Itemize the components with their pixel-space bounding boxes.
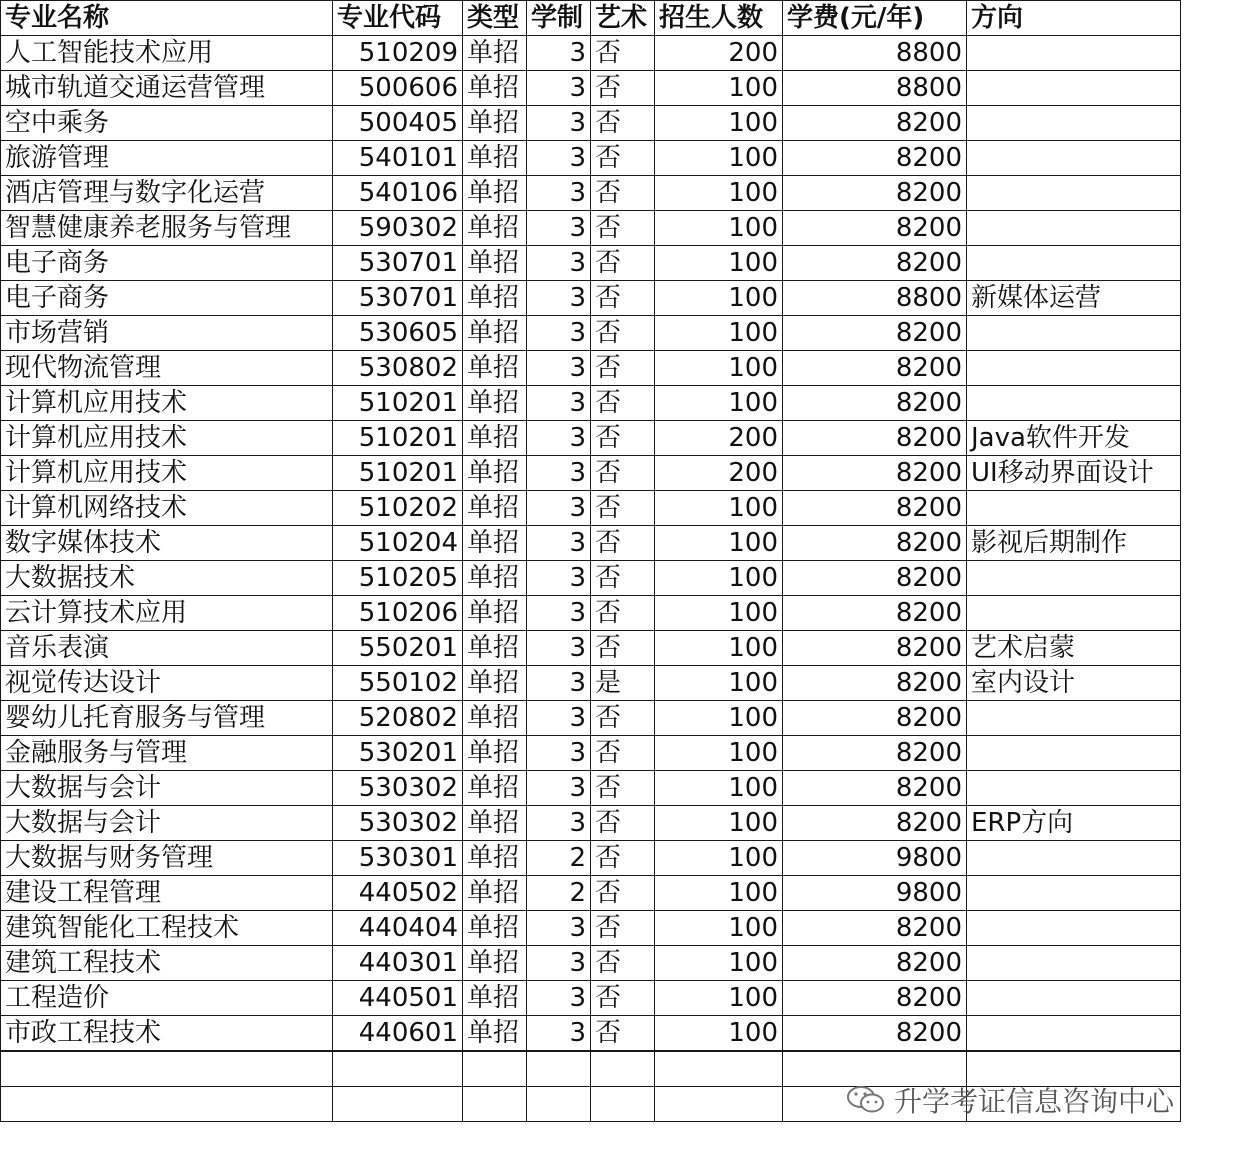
cell-major-code[interactable]: 510201 <box>333 386 463 421</box>
header-art[interactable]: 艺术 <box>591 1 655 36</box>
cell-major-code[interactable]: 540101 <box>333 141 463 176</box>
cell-enrollment[interactable]: 100 <box>655 841 783 876</box>
cell-direction[interactable]: UI移动界面设计 <box>967 456 1181 491</box>
cell-duration[interactable]: 3 <box>527 211 591 246</box>
cell-major-code[interactable]: 530201 <box>333 736 463 771</box>
cell-major-code[interactable]: 500606 <box>333 71 463 106</box>
cell-major-code[interactable]: 440404 <box>333 911 463 946</box>
cell-major-code[interactable]: 530301 <box>333 841 463 876</box>
cell-major-code[interactable]: 510201 <box>333 421 463 456</box>
cell-tuition[interactable]: 9800 <box>783 876 967 911</box>
cell-art[interactable]: 否 <box>591 141 655 176</box>
table-row <box>1 631 1181 666</box>
table-row <box>1 491 1181 526</box>
cell-major-name[interactable]: 电子商务 <box>1 246 333 281</box>
cell-major-name[interactable]: 计算机应用技术 <box>1 456 333 491</box>
cell-duration[interactable]: 3 <box>527 176 591 211</box>
table-row <box>1 456 1181 491</box>
cell-direction[interactable] <box>967 316 1181 351</box>
cell-direction[interactable] <box>967 141 1181 176</box>
cell-duration[interactable]: 3 <box>527 456 591 491</box>
cell-major-name[interactable]: 市政工程技术 <box>1 1016 333 1052</box>
cell-art[interactable]: 否 <box>591 421 655 456</box>
cell-direction[interactable]: Java软件开发 <box>967 421 1181 456</box>
cell-tuition[interactable]: 8200 <box>783 771 967 806</box>
cell-major-name[interactable]: 建设工程管理 <box>1 876 333 911</box>
cell-type[interactable]: 单招 <box>463 561 527 596</box>
cell-direction[interactable] <box>967 736 1181 771</box>
cell-type[interactable]: 单招 <box>463 386 527 421</box>
cell-tuition[interactable]: 8200 <box>783 316 967 351</box>
cell-duration[interactable]: 3 <box>527 526 591 561</box>
table-row <box>1 421 1181 456</box>
header-type[interactable]: 类型 <box>463 1 527 36</box>
cell-duration[interactable]: 3 <box>527 736 591 771</box>
cell-enrollment[interactable]: 200 <box>655 456 783 491</box>
cell-major-name[interactable]: 大数据与财务管理 <box>1 841 333 876</box>
cell-art[interactable]: 否 <box>591 1016 655 1052</box>
table-row <box>1 946 1181 981</box>
cell-major-name[interactable]: 智慧健康养老服务与管理 <box>1 211 333 246</box>
cell-duration[interactable]: 3 <box>527 946 591 981</box>
cell-major-name[interactable]: 音乐表演 <box>1 631 333 666</box>
cell-direction[interactable] <box>967 71 1181 106</box>
cell-duration[interactable]: 3 <box>527 981 591 1016</box>
cell-type[interactable]: 单招 <box>463 456 527 491</box>
cell-enrollment[interactable]: 100 <box>655 981 783 1016</box>
cell-direction[interactable] <box>967 211 1181 246</box>
cell-enrollment[interactable]: 100 <box>655 211 783 246</box>
cell-art[interactable]: 否 <box>591 491 655 526</box>
cell-major-name[interactable]: 大数据与会计 <box>1 806 333 841</box>
cell-art[interactable]: 否 <box>591 316 655 351</box>
header-major-name[interactable]: 专业名称 <box>1 1 333 36</box>
cell-enrollment[interactable]: 100 <box>655 141 783 176</box>
table-row <box>1 1016 1181 1052</box>
cell-duration[interactable]: 3 <box>527 666 591 701</box>
cell-type[interactable]: 单招 <box>463 71 527 106</box>
cell-duration[interactable]: 3 <box>527 316 591 351</box>
cell-direction[interactable] <box>967 491 1181 526</box>
cell-enrollment[interactable]: 100 <box>655 876 783 911</box>
header-duration[interactable]: 学制 <box>527 1 591 36</box>
cell-major-code[interactable]: 510202 <box>333 491 463 526</box>
cell-direction[interactable] <box>967 911 1181 946</box>
cell-direction[interactable] <box>967 701 1181 736</box>
cell-type[interactable]: 单招 <box>463 736 527 771</box>
cell-direction[interactable] <box>967 876 1181 911</box>
table-row <box>1 141 1181 176</box>
cell-art[interactable]: 否 <box>591 806 655 841</box>
cell-major-name[interactable]: 酒店管理与数字化运营 <box>1 176 333 211</box>
table-row <box>1 701 1181 736</box>
cell-major-name[interactable]: 现代物流管理 <box>1 351 333 386</box>
cell-major-code[interactable]: 510205 <box>333 561 463 596</box>
cell-tuition[interactable]: 8200 <box>783 701 967 736</box>
cell-type[interactable]: 单招 <box>463 946 527 981</box>
cell-direction[interactable] <box>967 981 1181 1016</box>
cell-major-name[interactable]: 大数据与会计 <box>1 771 333 806</box>
cell-type[interactable]: 单招 <box>463 421 527 456</box>
cell-major-name[interactable]: 旅游管理 <box>1 141 333 176</box>
cell-art[interactable]: 否 <box>591 176 655 211</box>
cell-tuition[interactable]: 8200 <box>783 386 967 421</box>
table-row <box>1 981 1181 1016</box>
cell-major-name[interactable]: 数字媒体技术 <box>1 526 333 561</box>
table-row <box>1 526 1181 561</box>
cell-type[interactable]: 单招 <box>463 141 527 176</box>
header-enrollment[interactable]: 招生人数 <box>655 1 783 36</box>
empty-cell[interactable] <box>463 1087 527 1122</box>
cell-major-code[interactable]: 510204 <box>333 526 463 561</box>
cell-duration[interactable]: 3 <box>527 246 591 281</box>
table-row <box>1 561 1181 596</box>
cell-major-code[interactable]: 440601 <box>333 1016 463 1052</box>
empty-cell[interactable] <box>527 1087 591 1122</box>
cell-type[interactable]: 单招 <box>463 631 527 666</box>
cell-major-code[interactable]: 510209 <box>333 36 463 71</box>
cell-enrollment[interactable]: 100 <box>655 351 783 386</box>
cell-major-code[interactable]: 440501 <box>333 981 463 1016</box>
cell-duration[interactable]: 3 <box>527 701 591 736</box>
cell-type[interactable]: 单招 <box>463 596 527 631</box>
cell-art[interactable]: 否 <box>591 386 655 421</box>
cell-art[interactable]: 否 <box>591 106 655 141</box>
cell-art[interactable]: 否 <box>591 281 655 316</box>
cell-duration[interactable]: 3 <box>527 386 591 421</box>
cell-enrollment[interactable]: 100 <box>655 71 783 106</box>
cell-type[interactable]: 单招 <box>463 1016 527 1052</box>
empty-cell[interactable] <box>333 1087 463 1122</box>
cell-major-code[interactable]: 540106 <box>333 176 463 211</box>
empty-cell[interactable] <box>655 1051 783 1087</box>
cell-major-name[interactable]: 视觉传达设计 <box>1 666 333 701</box>
cell-major-code[interactable]: 530701 <box>333 281 463 316</box>
cell-duration[interactable]: 3 <box>527 771 591 806</box>
table-row <box>1 911 1181 946</box>
cell-major-name[interactable]: 工程造价 <box>1 981 333 1016</box>
table-row <box>1 281 1181 316</box>
cell-tuition[interactable]: 8200 <box>783 981 967 1016</box>
cell-tuition[interactable]: 8200 <box>783 421 967 456</box>
cell-art[interactable]: 否 <box>591 736 655 771</box>
cell-duration[interactable]: 3 <box>527 421 591 456</box>
cell-enrollment[interactable]: 100 <box>655 561 783 596</box>
cell-duration[interactable]: 2 <box>527 876 591 911</box>
cell-enrollment[interactable]: 100 <box>655 526 783 561</box>
cell-major-name[interactable]: 人工智能技术应用 <box>1 36 333 71</box>
cell-enrollment[interactable]: 100 <box>655 946 783 981</box>
cell-enrollment[interactable]: 100 <box>655 736 783 771</box>
cell-enrollment[interactable]: 100 <box>655 911 783 946</box>
cell-major-name[interactable]: 云计算技术应用 <box>1 596 333 631</box>
cell-direction[interactable]: ERP方向 <box>967 806 1181 841</box>
cell-tuition[interactable]: 8200 <box>783 176 967 211</box>
cell-enrollment[interactable]: 100 <box>655 806 783 841</box>
cell-direction[interactable] <box>967 596 1181 631</box>
cell-enrollment[interactable]: 100 <box>655 701 783 736</box>
cell-type[interactable]: 单招 <box>463 666 527 701</box>
cell-major-code[interactable]: 440502 <box>333 876 463 911</box>
cell-direction[interactable]: 室内设计 <box>967 666 1181 701</box>
empty-cell[interactable] <box>527 1051 591 1087</box>
header-row <box>1 1 1181 36</box>
table-row <box>1 246 1181 281</box>
header-major-code[interactable]: 专业代码 <box>333 1 463 36</box>
cell-art[interactable]: 否 <box>591 981 655 1016</box>
cell-direction[interactable] <box>967 176 1181 211</box>
empty-cell[interactable] <box>591 1087 655 1122</box>
cell-major-code[interactable]: 590302 <box>333 211 463 246</box>
cell-type[interactable]: 单招 <box>463 491 527 526</box>
cell-direction[interactable] <box>967 246 1181 281</box>
cell-type[interactable]: 单招 <box>463 281 527 316</box>
cell-type[interactable]: 单招 <box>463 246 527 281</box>
cell-art[interactable]: 否 <box>591 596 655 631</box>
cell-enrollment[interactable]: 100 <box>655 246 783 281</box>
cell-duration[interactable]: 3 <box>527 106 591 141</box>
empty-cell[interactable] <box>1 1051 333 1087</box>
cell-enrollment[interactable]: 200 <box>655 36 783 71</box>
cell-art[interactable]: 否 <box>591 526 655 561</box>
cell-duration[interactable]: 3 <box>527 491 591 526</box>
cell-enrollment[interactable]: 100 <box>655 771 783 806</box>
cell-enrollment[interactable]: 100 <box>655 666 783 701</box>
cell-direction[interactable] <box>967 946 1181 981</box>
cell-tuition[interactable]: 8200 <box>783 246 967 281</box>
table-row <box>1 666 1181 701</box>
empty-cell[interactable] <box>1 1087 333 1122</box>
cell-major-code[interactable]: 510201 <box>333 456 463 491</box>
cell-major-code[interactable]: 500405 <box>333 106 463 141</box>
table-row <box>1 841 1181 876</box>
table-row <box>1 386 1181 421</box>
wechat-icon <box>846 1084 886 1116</box>
cell-tuition[interactable]: 9800 <box>783 841 967 876</box>
cell-tuition[interactable]: 8200 <box>783 141 967 176</box>
header-direction[interactable]: 方向 <box>967 1 1181 36</box>
cell-type[interactable]: 单招 <box>463 806 527 841</box>
watermark-text: 升学考证信息咨询中心 <box>894 1086 1175 1117</box>
cell-major-code[interactable]: 530701 <box>333 246 463 281</box>
cell-major-code[interactable]: 550201 <box>333 631 463 666</box>
cell-major-code[interactable]: 510206 <box>333 596 463 631</box>
cell-major-code[interactable]: 530302 <box>333 806 463 841</box>
cell-direction[interactable]: 影视后期制作 <box>967 526 1181 561</box>
cell-major-code[interactable]: 530302 <box>333 771 463 806</box>
cell-major-code[interactable]: 530802 <box>333 351 463 386</box>
cell-enrollment[interactable]: 200 <box>655 421 783 456</box>
cell-enrollment[interactable]: 100 <box>655 386 783 421</box>
table-row <box>1 36 1181 71</box>
cell-major-code[interactable]: 440301 <box>333 946 463 981</box>
cell-tuition[interactable]: 8200 <box>783 911 967 946</box>
cell-duration[interactable]: 3 <box>527 1016 591 1052</box>
cell-major-name[interactable]: 计算机网络技术 <box>1 491 333 526</box>
cell-art[interactable]: 否 <box>591 561 655 596</box>
cell-tuition[interactable]: 8200 <box>783 106 967 141</box>
cell-art[interactable]: 否 <box>591 841 655 876</box>
cell-tuition[interactable]: 8200 <box>783 526 967 561</box>
cell-major-name[interactable]: 计算机应用技术 <box>1 421 333 456</box>
cell-tuition[interactable]: 8200 <box>783 631 967 666</box>
cell-duration[interactable]: 3 <box>527 281 591 316</box>
table-body <box>1 36 1181 1052</box>
cell-duration[interactable]: 3 <box>527 561 591 596</box>
cell-art[interactable]: 否 <box>591 456 655 491</box>
cell-enrollment[interactable]: 100 <box>655 1016 783 1052</box>
cell-direction[interactable] <box>967 841 1181 876</box>
table-row <box>1 806 1181 841</box>
cell-duration[interactable]: 3 <box>527 141 591 176</box>
cell-tuition[interactable]: 8200 <box>783 561 967 596</box>
table-row <box>1 211 1181 246</box>
cell-type[interactable]: 单招 <box>463 771 527 806</box>
cell-duration[interactable]: 3 <box>527 806 591 841</box>
cell-art[interactable]: 否 <box>591 701 655 736</box>
cell-tuition[interactable]: 8200 <box>783 736 967 771</box>
cell-enrollment[interactable]: 100 <box>655 316 783 351</box>
table-row <box>1 771 1181 806</box>
cell-tuition[interactable]: 8200 <box>783 666 967 701</box>
cell-enrollment[interactable]: 100 <box>655 176 783 211</box>
cell-art[interactable]: 否 <box>591 876 655 911</box>
cell-tuition[interactable]: 8200 <box>783 806 967 841</box>
empty-cell[interactable] <box>591 1051 655 1087</box>
table-row <box>1 71 1181 106</box>
cell-art[interactable]: 否 <box>591 911 655 946</box>
table-row <box>1 876 1181 911</box>
cell-major-code[interactable]: 550102 <box>333 666 463 701</box>
cell-major-name[interactable]: 空中乘务 <box>1 106 333 141</box>
cell-direction[interactable] <box>967 386 1181 421</box>
cell-direction[interactable] <box>967 36 1181 71</box>
cell-tuition[interactable]: 8800 <box>783 281 967 316</box>
table-row <box>1 736 1181 771</box>
cell-major-name[interactable]: 金融服务与管理 <box>1 736 333 771</box>
cell-direction[interactable] <box>967 1016 1181 1052</box>
cell-tuition[interactable]: 8200 <box>783 491 967 526</box>
cell-enrollment[interactable]: 100 <box>655 106 783 141</box>
cell-tuition[interactable]: 8800 <box>783 36 967 71</box>
cell-duration[interactable]: 2 <box>527 841 591 876</box>
cell-type[interactable]: 单招 <box>463 981 527 1016</box>
cell-major-name[interactable]: 电子商务 <box>1 281 333 316</box>
cell-major-name[interactable]: 婴幼儿托育服务与管理 <box>1 701 333 736</box>
cell-direction[interactable] <box>967 561 1181 596</box>
cell-enrollment[interactable]: 100 <box>655 596 783 631</box>
cell-direction[interactable] <box>967 771 1181 806</box>
cell-art[interactable]: 否 <box>591 211 655 246</box>
table-row <box>1 176 1181 211</box>
cell-tuition[interactable]: 8200 <box>783 211 967 246</box>
cell-type[interactable]: 单招 <box>463 911 527 946</box>
cell-type[interactable]: 单招 <box>463 176 527 211</box>
cell-major-name[interactable]: 城市轨道交通运营管理 <box>1 71 333 106</box>
cell-duration[interactable]: 3 <box>527 596 591 631</box>
cell-type[interactable]: 单招 <box>463 211 527 246</box>
cell-major-name[interactable]: 建筑工程技术 <box>1 946 333 981</box>
cell-art[interactable]: 否 <box>591 946 655 981</box>
cell-tuition[interactable]: 8200 <box>783 1016 967 1052</box>
header-tuition[interactable]: 学费(元/年) <box>783 1 967 36</box>
cell-duration[interactable]: 3 <box>527 351 591 386</box>
cell-enrollment[interactable]: 100 <box>655 631 783 666</box>
cell-art[interactable]: 否 <box>591 351 655 386</box>
cell-enrollment[interactable]: 100 <box>655 491 783 526</box>
empty-cell[interactable] <box>655 1087 783 1122</box>
cell-art[interactable]: 否 <box>591 771 655 806</box>
cell-direction[interactable]: 新媒体运营 <box>967 281 1181 316</box>
cell-type[interactable]: 单招 <box>463 701 527 736</box>
cell-duration[interactable]: 3 <box>527 36 591 71</box>
cell-major-name[interactable]: 计算机应用技术 <box>1 386 333 421</box>
cell-art[interactable]: 否 <box>591 246 655 281</box>
cell-tuition[interactable]: 8200 <box>783 596 967 631</box>
cell-major-name[interactable]: 市场营销 <box>1 316 333 351</box>
cell-tuition[interactable]: 8200 <box>783 351 967 386</box>
cell-major-name[interactable]: 建筑智能化工程技术 <box>1 911 333 946</box>
cell-tuition[interactable]: 8800 <box>783 71 967 106</box>
cell-art[interactable]: 否 <box>591 631 655 666</box>
table-row <box>1 351 1181 386</box>
cell-type[interactable]: 单招 <box>463 876 527 911</box>
cell-art[interactable]: 是 <box>591 666 655 701</box>
empty-cell[interactable] <box>463 1051 527 1087</box>
cell-tuition[interactable]: 8200 <box>783 456 967 491</box>
cell-type[interactable]: 单招 <box>463 316 527 351</box>
watermark <box>846 1082 1174 1118</box>
empty-cell[interactable] <box>333 1051 463 1087</box>
cell-art[interactable]: 否 <box>591 36 655 71</box>
cell-type[interactable]: 单招 <box>463 526 527 561</box>
table-row <box>1 316 1181 351</box>
cell-type[interactable]: 单招 <box>463 106 527 141</box>
cell-duration[interactable]: 3 <box>527 71 591 106</box>
cell-major-code[interactable]: 520802 <box>333 701 463 736</box>
cell-direction[interactable]: 艺术启蒙 <box>967 631 1181 666</box>
cell-type[interactable]: 单招 <box>463 351 527 386</box>
cell-type[interactable]: 单招 <box>463 36 527 71</box>
table-row <box>1 106 1181 141</box>
cell-direction[interactable] <box>967 106 1181 141</box>
cell-enrollment[interactable]: 100 <box>655 281 783 316</box>
cell-direction[interactable] <box>967 351 1181 386</box>
cell-major-code[interactable]: 530605 <box>333 316 463 351</box>
table-row <box>1 596 1181 631</box>
cell-type[interactable]: 单招 <box>463 841 527 876</box>
cell-duration[interactable]: 3 <box>527 911 591 946</box>
cell-duration[interactable]: 3 <box>527 631 591 666</box>
cell-art[interactable]: 否 <box>591 71 655 106</box>
cell-major-name[interactable]: 大数据技术 <box>1 561 333 596</box>
cell-tuition[interactable]: 8200 <box>783 946 967 981</box>
